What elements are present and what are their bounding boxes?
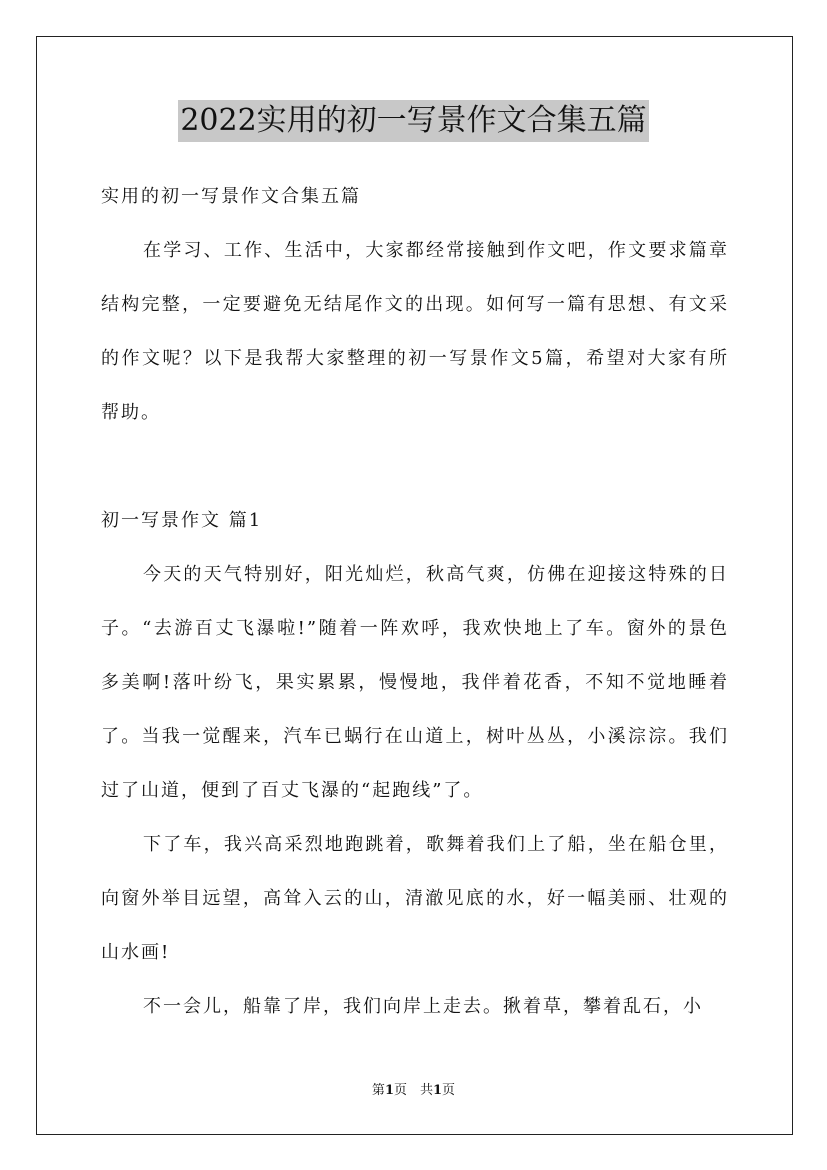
page-suffix: 页	[442, 1083, 456, 1098]
document-body	[101, 170, 729, 1034]
page-total: 1	[433, 1083, 443, 1098]
page-prefix: 第	[371, 1083, 385, 1098]
title-container	[0, 100, 827, 142]
section-heading: 初一写景作文 篇1	[101, 510, 263, 531]
document-subtitle: 实用的初一写景作文合集五篇	[101, 186, 361, 207]
body-paragraph-3: 不一会儿，船靠了岸，我们向岸上走去。揪着草，攀着乱石，小	[143, 996, 703, 1017]
body-paragraph-2: 下了车，我兴高采烈地跑跳着，歌舞着我们上了船，坐在船仓里，向窗外举目远望，高耸入云的山，清澈见底的水，好一幅美丽、壮观的山水画!	[101, 834, 729, 963]
page-mid: 页 共	[393, 1083, 433, 1098]
spacer	[101, 440, 729, 494]
page-current: 1	[384, 1083, 394, 1098]
page-footer	[0, 1082, 827, 1100]
body-paragraph-1: 今天的天气特别好，阳光灿烂，秋高气爽，仿佛在迎接这特殊的日子。“去游百丈飞瀑啦!”随着一阵欢呼，我欢快地上了车。窗外的景色多美啊!落叶纷飞，果实累累，慢慢地，我伴着花香，不知不觉地睡着了。当我一觉醒来，汽车已蜗行在山道上，树叶丛丛，小溪淙淙。我们过了山道，便到了百丈飞瀑的“起跑线”了。	[101, 564, 729, 801]
intro-paragraph: 在学习、工作、生活中，大家都经常接触到作文吧，作文要求篇章结构完整，一定要避免无结尾作文的出现。如何写一篇有思想、有文采的作文呢？以下是我帮大家整理的初一写景作文5篇，希望对大家有所帮助。	[101, 240, 729, 423]
document-title: 2022实用的初一写景作文合集五篇	[178, 100, 648, 142]
